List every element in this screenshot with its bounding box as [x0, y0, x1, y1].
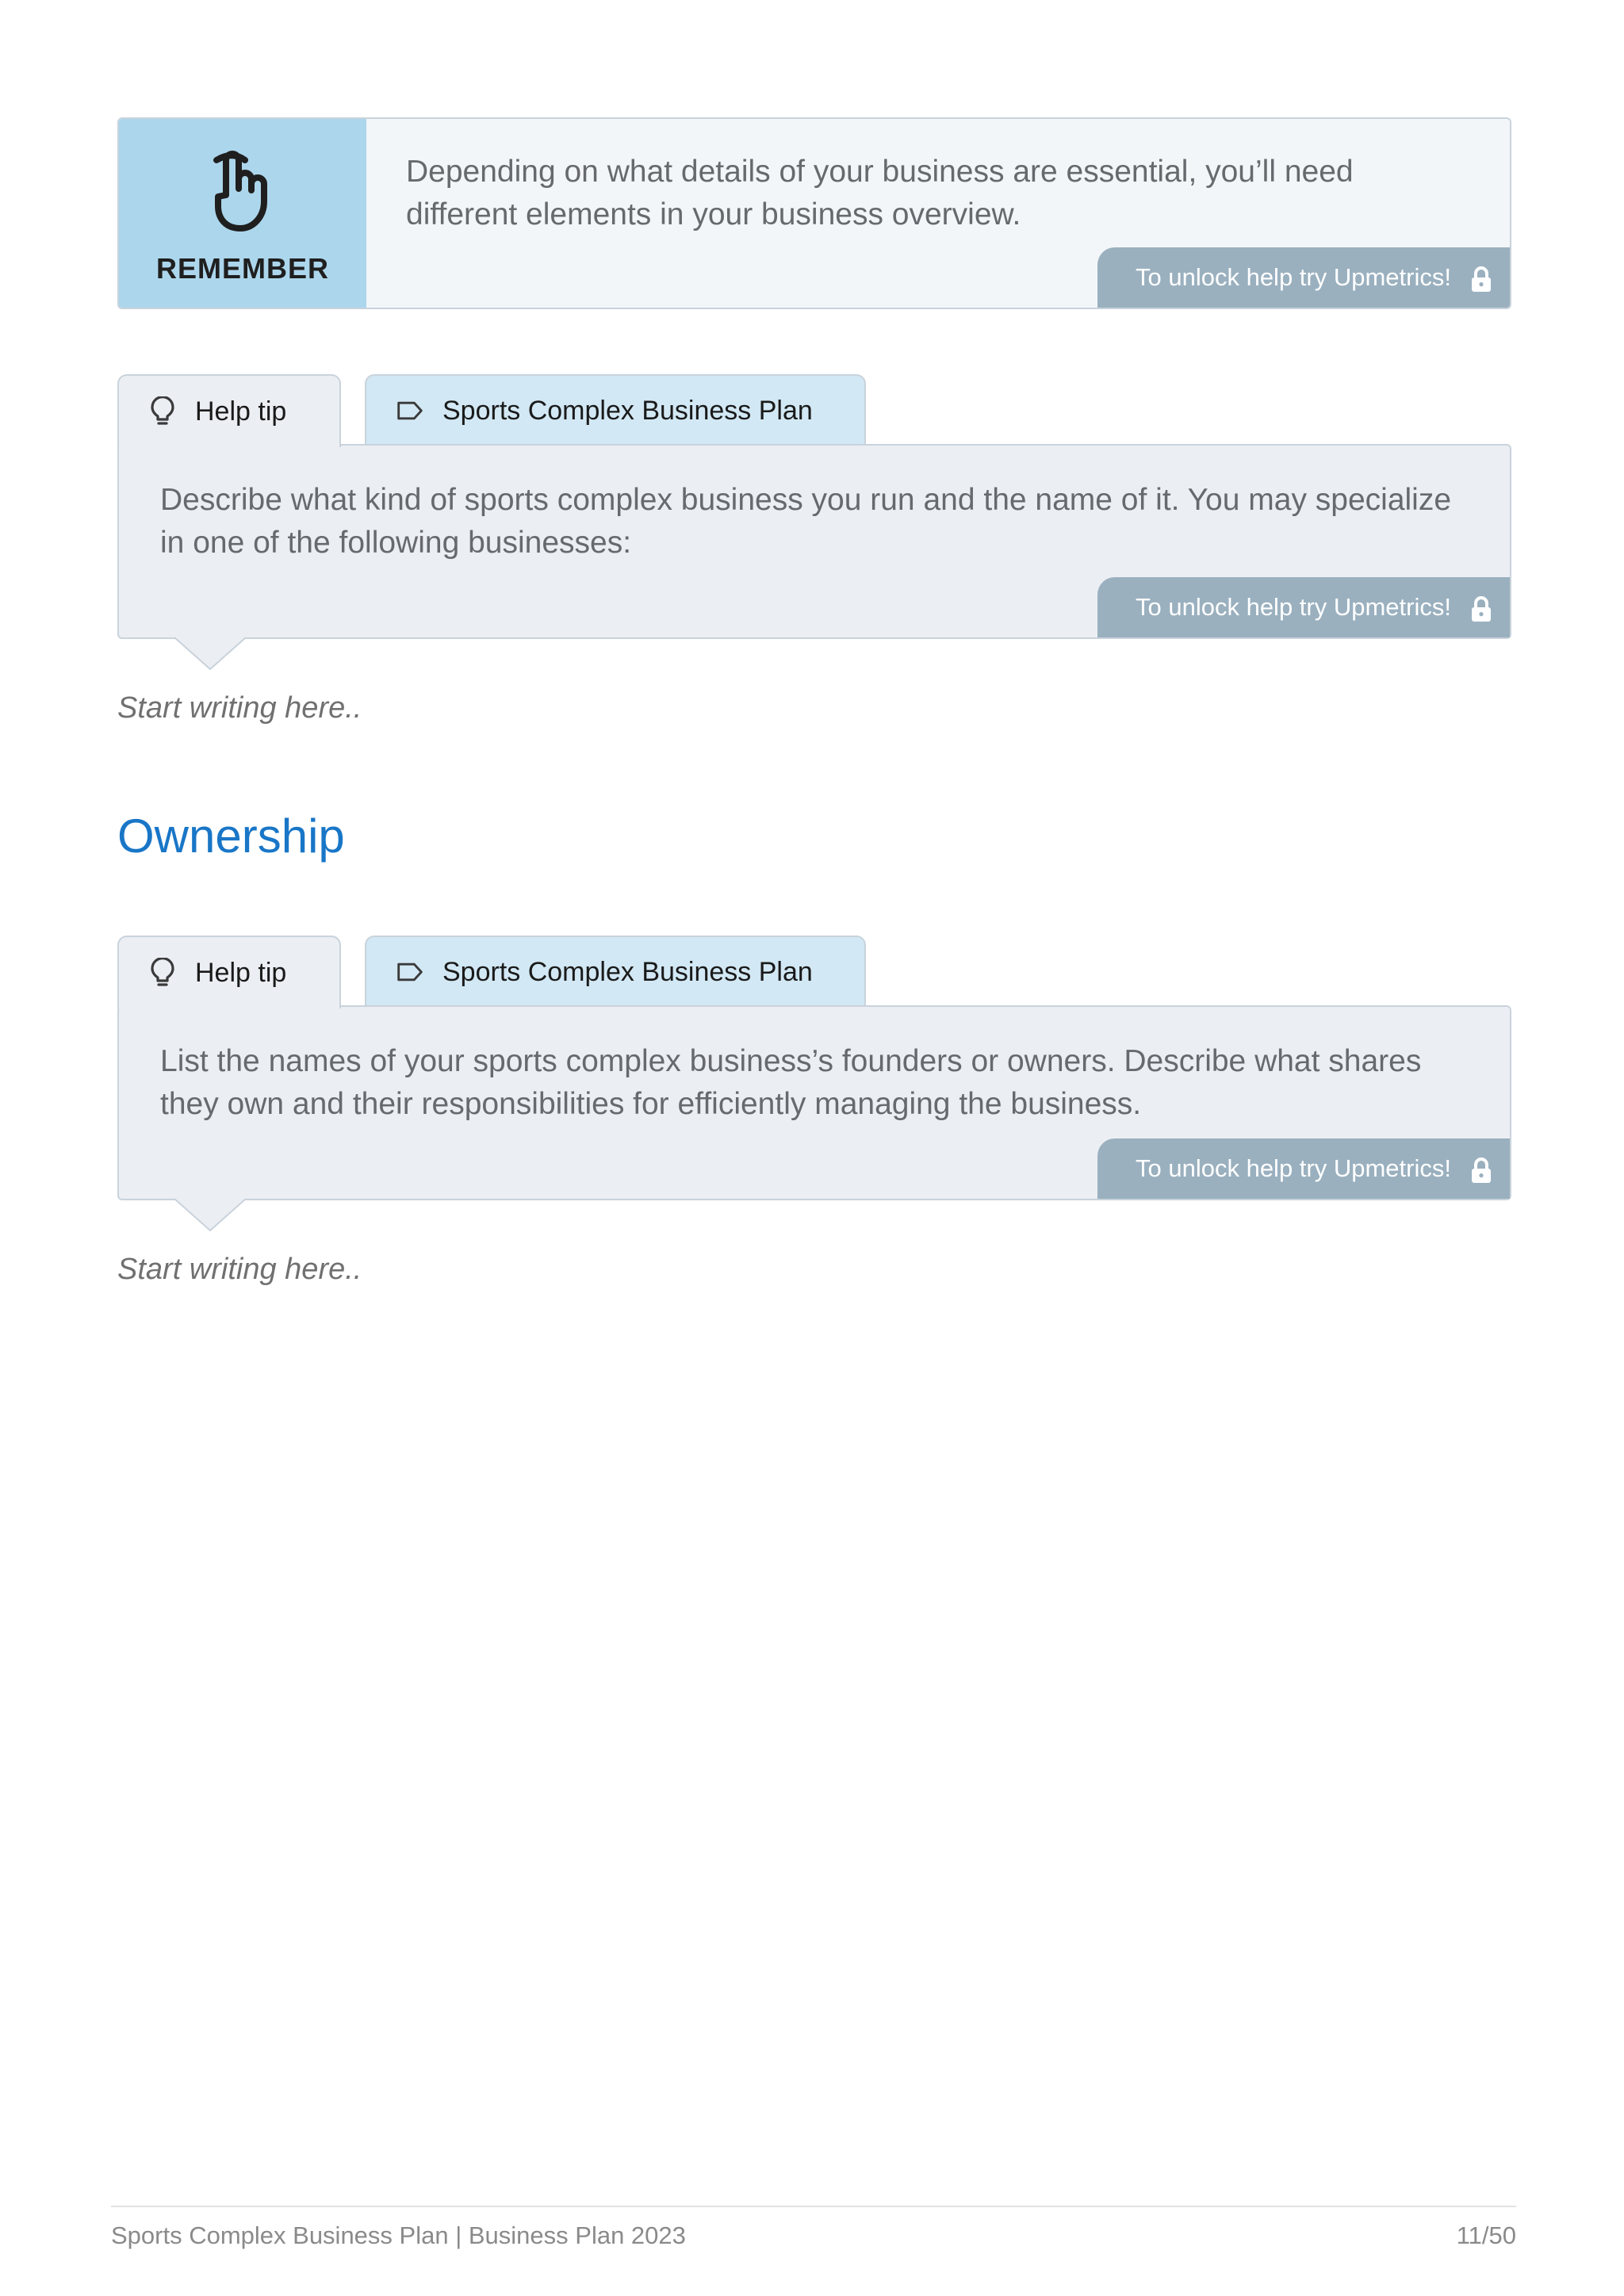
tab-sports-complex-business-plan[interactable] [365, 374, 866, 446]
tab-help-tip-label: Help tip [195, 396, 287, 427]
lightbulb-icon [149, 396, 176, 427]
tab-plan-label: Sports Complex Business Plan [442, 395, 813, 426]
callout-pointer [174, 636, 246, 671]
tag-icon [396, 957, 423, 987]
unlock-label: To unlock help try Upmetrics! [1136, 263, 1451, 291]
callout-pointer [174, 1197, 246, 1232]
remember-badge [119, 119, 366, 308]
tab-help-tip[interactable] [117, 374, 341, 447]
help-tip-text: List the names of your sports complex business’s founders or owners. Describe what shares they own and their responsibilities for efficiently managing the business. [160, 1044, 1422, 1121]
writing-area-placeholder[interactable]: Start writing here.. [117, 691, 362, 725]
remember-callout [117, 117, 1511, 309]
help-tip-box [117, 1005, 1511, 1200]
help-tip-text: Describe what kind of sports complex business you run and the name of it. You may specialize in one of the following businesses: [160, 483, 1452, 560]
lock-icon [1470, 266, 1492, 292]
unlock-label: To unlock help try Upmetrics! [1136, 593, 1451, 621]
pointing-hand-icon [201, 147, 283, 236]
unlock-button[interactable] [1097, 577, 1510, 637]
tab-plan-label: Sports Complex Business Plan [442, 956, 813, 987]
section-title: Ownership [117, 809, 345, 863]
lightbulb-icon [149, 958, 176, 988]
help-tip-box [117, 444, 1511, 639]
unlock-label: To unlock help try Upmetrics! [1136, 1154, 1451, 1182]
lock-icon [1470, 596, 1492, 622]
unlock-button[interactable] [1097, 1138, 1510, 1199]
writing-area-placeholder[interactable]: Start writing here.. [117, 1253, 362, 1286]
tab-help-tip-label: Help tip [195, 957, 287, 988]
footer-document-title: Sports Complex Business Plan | Business Plan 2023 [111, 2221, 686, 2249]
footer-page-number: 11/50 [1456, 2221, 1516, 2249]
remember-text: Depending on what details of your business are essential, you’ll need different elements in your business overview. [406, 155, 1354, 232]
tag-icon [396, 396, 423, 426]
tab-sports-complex-business-plan[interactable] [365, 936, 866, 1007]
unlock-button[interactable] [1097, 247, 1510, 308]
tab-help-tip[interactable] [117, 936, 341, 1008]
lock-icon [1470, 1158, 1492, 1183]
footer-divider [111, 2206, 1516, 2207]
remember-label: REMEMBER [155, 252, 329, 285]
